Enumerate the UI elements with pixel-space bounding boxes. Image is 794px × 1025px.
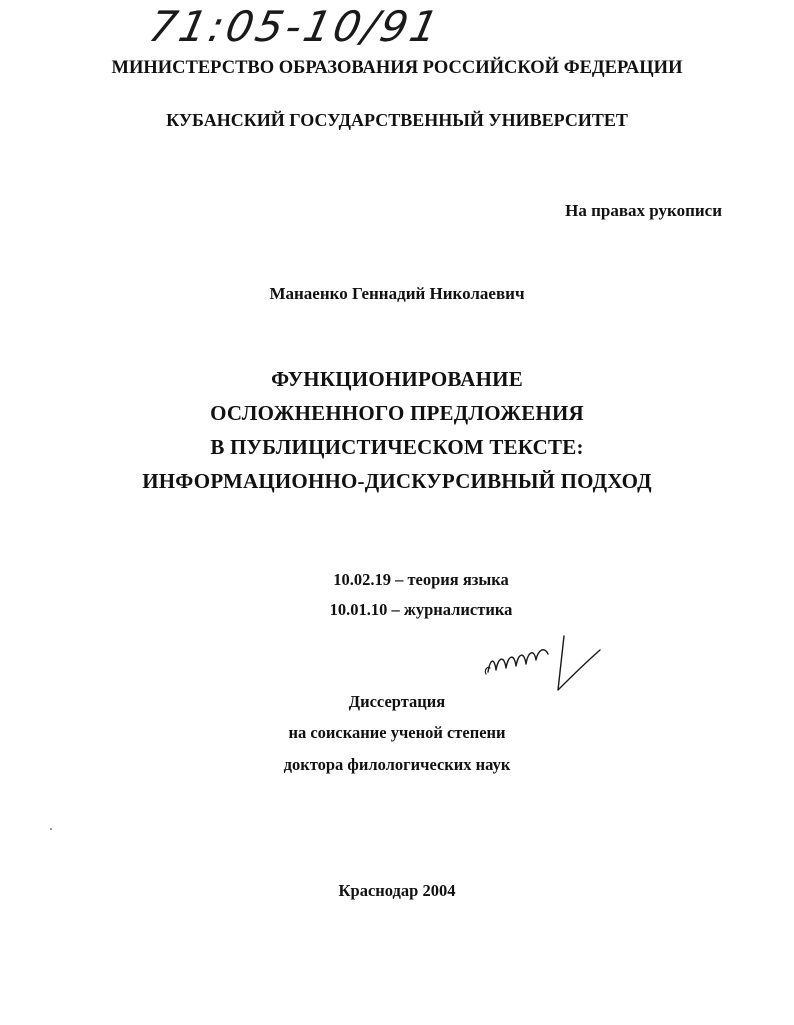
specialty-language-theory: 10.02.19 – теория языка — [333, 570, 509, 589]
university-name: КУБАНСКИЙ ГОСУДАРСТВЕННЫЙ УНИВЕРСИТЕТ — [166, 110, 628, 130]
scan-speck — [50, 828, 52, 830]
ministry-name: МИНИСТЕРСТВО ОБРАЗОВАНИЯ РОССИЙСКОЙ ФЕДЕРАЦИИ — [111, 58, 683, 78]
city-year: Краснодар 2004 — [338, 881, 456, 900]
title-line-2: ОСЛОЖНЕННОГО ПРЕДЛОЖЕНИЯ — [210, 401, 584, 425]
dissertation-label: Диссертация — [348, 692, 446, 711]
handwritten-signature — [478, 630, 608, 700]
degree-purpose: на соискание ученой степени — [288, 723, 506, 742]
author-name: Манаенко Геннадий Николаевич — [269, 284, 525, 303]
title-line-4: ИНФОРМАЦИОННО-ДИСКУРСИВНЫЙ ПОДХОД — [142, 469, 652, 493]
degree-name: доктора филологических наук — [283, 755, 511, 774]
title-line-1: ФУНКЦИОНИРОВАНИЕ — [271, 367, 523, 391]
handwritten-archive-code: 71:05-10/91 — [144, 2, 446, 51]
signature-loops — [488, 650, 548, 672]
title-line-3: В ПУБЛИЦИСТИЧЕСКОМ ТЕКСТЕ: — [210, 435, 584, 459]
specialty-journalism: 10.01.10 – журналистика — [329, 600, 513, 619]
rights-note: На правах рукописи — [565, 201, 722, 220]
signature-tail — [558, 636, 600, 690]
